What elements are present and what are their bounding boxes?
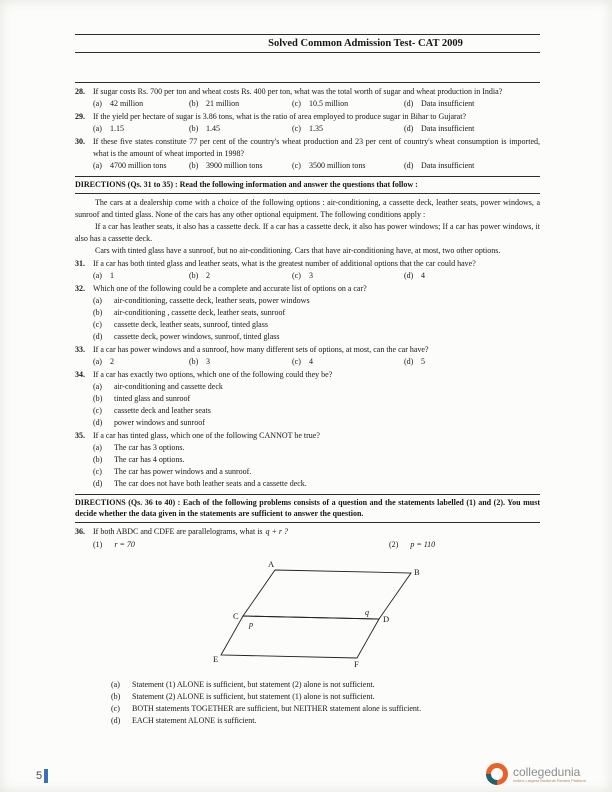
question-text-plain: If both ABDC and CDFE are parallelograms, what is	[93, 526, 263, 536]
directions-paragraph: The cars at a dealership come with a choice of the following options : air-conditioning, a cassette deck, leather seats, power windows, a sunroof and tinted glass. None of the cars has any other optional equipment. The following conditions apply :	[75, 197, 540, 219]
statement-label: (1)	[93, 539, 103, 549]
option-label: (c)	[93, 319, 102, 329]
option-label: (d)	[404, 161, 414, 170]
statement-text: p = 110	[410, 539, 436, 549]
option-text: Statement (1) ALONE is sufficient, but statement (2) alone is not sufficient.	[132, 679, 375, 689]
option-label: (c)	[93, 405, 102, 415]
directions-header-31-35: DIRECTIONS (Qs. 31 to 35) : Read the following information and answer the questions that follow :	[75, 176, 540, 194]
option-text: 1	[110, 270, 114, 280]
option-text: 3	[309, 270, 313, 280]
option-text: cassette deck, leather seats, sunroof, tinted glass	[114, 319, 268, 329]
diagram-label-D: D	[383, 613, 390, 624]
logo-tagline: India's Largest Students Review Platform	[512, 777, 586, 783]
option-text: air-conditioning, cassette deck, leather seats, power windows	[114, 295, 310, 305]
option-text: Statement (2) ALONE is sufficient, but statement (1) alone is not sufficient.	[132, 691, 375, 701]
option-label: (a)	[93, 356, 102, 366]
page-header	[75, 34, 540, 53]
option-text: air-conditioning , cassette deck, leather seats, sunroof	[114, 307, 286, 317]
statement-text: r = 70	[114, 539, 135, 549]
option-a	[93, 356, 189, 368]
logo-text-wrap	[513, 766, 586, 783]
question-text: If the yield per hectare of sugar is 3.86 tons, what is the ratio of area employed to produce sugar in Bihar to Gujarat?	[93, 112, 466, 121]
option-label: (c)	[111, 703, 120, 713]
page-number-accent-bar	[44, 769, 48, 783]
option-text: tinted glass and sunroof	[114, 393, 191, 403]
logo-text: collegedunia	[512, 764, 581, 779]
directions-paragraph: If a car has leather seats, it also has a cassette deck. If a car has a cassette deck, it also has power windows; If a car has power windows, it also has a cassette deck.	[75, 221, 540, 243]
question-28	[75, 86, 540, 98]
question-text: If a car has power windows and a sunroof, how many different sets of options, at most, can the car have?	[93, 344, 429, 354]
diagram-label-q: q	[365, 607, 369, 617]
option-a	[93, 270, 189, 282]
option-text: 1.15	[110, 124, 124, 133]
option-text: air-conditioning and cassette deck	[114, 381, 223, 391]
page-number: 5	[36, 770, 43, 782]
option-label: (a)	[93, 442, 102, 452]
option-c	[292, 270, 404, 282]
option-label: (d)	[404, 356, 414, 366]
option-label: (b)	[189, 99, 199, 108]
question-35-options	[75, 442, 540, 490]
option-a	[75, 442, 540, 454]
option-text: The car has 4 options.	[114, 454, 185, 464]
option-label: (d)	[111, 715, 121, 725]
diagram-label-B: B	[414, 566, 420, 577]
option-label: (b)	[111, 691, 121, 701]
question-number: 29.	[75, 112, 85, 121]
diagram-label-C: C	[233, 610, 239, 621]
option-label: (d)	[404, 270, 414, 280]
question-number: 33.	[75, 344, 85, 354]
option-label: (d)	[404, 124, 414, 133]
option-label: (c)	[292, 124, 301, 133]
option-label: (d)	[93, 331, 103, 341]
collegedunia-logo	[485, 762, 586, 786]
directions-header-36-40: DIRECTIONS (Qs. 36 to 40) : Each of the following problems consists of a question and the statements labelled (1) and (2). You must decide whether the data given in the statements are sufficient to answer the question.	[75, 494, 540, 523]
question-33	[75, 344, 540, 356]
option-text: 3	[206, 356, 210, 366]
question-number: 28.	[75, 87, 85, 96]
option-a	[93, 123, 189, 135]
option-text: 3900 million tons	[206, 161, 263, 170]
question-31-options	[75, 270, 540, 282]
option-text: 2	[110, 356, 114, 366]
question-32	[75, 283, 540, 295]
option-label: (c)	[292, 270, 301, 280]
option-b	[75, 393, 540, 405]
diagram-label-p: p	[249, 619, 253, 629]
option-text: Data insufficient	[421, 99, 475, 108]
question-number: 34.	[75, 369, 85, 379]
option-text: 21 million	[206, 99, 240, 108]
option-b	[189, 356, 292, 368]
diagram-svg	[213, 558, 443, 670]
question-35	[75, 430, 540, 442]
option-c	[292, 160, 404, 172]
option-text: 1.35	[309, 124, 323, 133]
question-number: 30.	[75, 137, 85, 146]
option-b	[75, 691, 540, 703]
question-number: 35.	[75, 430, 85, 440]
option-c	[75, 405, 540, 417]
question-text	[93, 526, 540, 538]
option-label: (c)	[93, 466, 102, 476]
option-a	[75, 679, 540, 691]
option-text: 42 million	[110, 99, 144, 108]
statement-2	[389, 539, 435, 551]
option-text: 1.45	[206, 124, 220, 133]
option-c	[292, 98, 404, 110]
option-text: 3500 million tons	[309, 161, 366, 170]
option-b	[189, 160, 292, 172]
option-label: (b)	[189, 270, 199, 280]
option-text: The car does not have both leather seats and a cassette deck.	[114, 478, 307, 488]
question-text: If a car has tinted glass, which one of the following CANNOT be true?	[93, 430, 320, 440]
option-text: BOTH statements TOGETHER are sufficient, but NEITHER statement alone is sufficient.	[132, 703, 422, 713]
option-text: cassette deck, power windows, sunroof, tinted glass	[114, 331, 280, 341]
question-34-options	[75, 381, 540, 429]
option-label: (a)	[93, 295, 102, 305]
option-text: 10.5 million	[309, 99, 349, 108]
option-text: Data insufficient	[421, 161, 475, 170]
option-a	[93, 98, 189, 110]
option-label: (c)	[292, 99, 301, 108]
option-label: (b)	[93, 454, 103, 464]
question-28-options	[75, 98, 540, 110]
option-text: power windows and sunroof	[114, 417, 205, 427]
question-32-options	[75, 295, 540, 343]
page-content	[75, 82, 540, 727]
option-b	[189, 98, 292, 110]
option-label: (b)	[189, 124, 199, 133]
diagram-label-F: F	[354, 658, 359, 669]
question-number: 31.	[75, 258, 85, 268]
option-text: 4700 million tons	[110, 161, 167, 170]
question-text: If a car has both tinted glass and leather seats, what is the greatest number of additional options that the car could have?	[93, 258, 476, 268]
collegedunia-logo-icon	[485, 762, 509, 786]
option-label: (a)	[93, 381, 102, 391]
question-text: If a car has exactly two options, which one of the following could they be?	[93, 369, 333, 379]
statement-label: (2)	[389, 539, 399, 549]
option-label: (b)	[189, 356, 199, 366]
question-36	[75, 526, 540, 538]
question-31	[75, 258, 540, 270]
header-bottom-rule	[75, 52, 540, 53]
option-label: (a)	[93, 124, 102, 133]
option-text: The car has power windows and a sunroof.	[114, 466, 252, 476]
option-label: (a)	[111, 679, 120, 689]
question-number: 36.	[75, 526, 85, 536]
question-text: If sugar costs Rs. 700 per ton and wheat costs Rs. 400 per ton, what was the total worth of sugar and wheat production in India?	[93, 87, 503, 96]
question-text-math: q + r ?	[265, 526, 289, 536]
question-36-options	[75, 679, 540, 727]
diagram-label-E: E	[213, 653, 219, 664]
diagram-label-A: A	[268, 558, 275, 569]
option-c	[292, 123, 404, 135]
option-text: 4	[421, 270, 425, 280]
option-label: (b)	[93, 393, 103, 403]
option-c	[75, 703, 540, 715]
option-a	[75, 295, 540, 307]
option-text: Data insufficient	[421, 124, 475, 133]
option-label: (c)	[292, 356, 301, 366]
question-number: 32.	[75, 283, 85, 293]
question-36-statements	[75, 539, 540, 551]
option-c	[75, 466, 540, 478]
option-label: (d)	[93, 417, 103, 427]
page-number-marker	[36, 769, 48, 783]
option-d	[404, 270, 540, 282]
question-30	[75, 136, 540, 160]
content-top-rule	[75, 82, 540, 83]
option-text: 2	[206, 270, 210, 280]
option-label: (d)	[404, 99, 414, 108]
option-label: (b)	[189, 161, 199, 170]
option-d	[75, 331, 540, 343]
question-29-options	[75, 123, 540, 135]
option-d	[75, 715, 540, 727]
directions-paragraph: Cars with tinted glass have a sunroof, but no air-conditioning. Cars that have air-conditioning have, at most, two other options.	[95, 245, 501, 255]
question-text: Which one of the following could be a complete and accurate list of options on a car?	[93, 283, 367, 293]
option-b	[189, 123, 292, 135]
option-b	[75, 454, 540, 466]
page-title: Solved Common Admission Test- CAT 2009	[268, 38, 463, 49]
parallelogram-diagram	[213, 558, 443, 675]
option-a	[93, 160, 189, 172]
option-text: 4	[309, 356, 313, 366]
statement-1	[93, 539, 389, 551]
option-d	[404, 356, 540, 368]
question-34	[75, 369, 540, 381]
option-d	[404, 98, 540, 110]
option-label: (b)	[93, 307, 103, 317]
option-label: (a)	[93, 161, 102, 170]
option-a	[75, 381, 540, 393]
question-29	[75, 111, 540, 123]
option-label: (a)	[93, 99, 102, 108]
option-label: (a)	[93, 270, 102, 280]
option-d	[75, 417, 540, 429]
option-label: (c)	[292, 161, 301, 170]
option-text: cassette deck and leather seats	[114, 405, 211, 415]
option-b	[75, 307, 540, 319]
option-text: The car has 3 options.	[114, 442, 185, 452]
option-label: (d)	[93, 478, 103, 488]
question-text: If these five states constitute 77 per cent of the country's wheat production and 23 per cent of country's wheat consumption is imported, what is the amount of wheat imported in 1998?	[93, 137, 540, 158]
question-30-options	[75, 160, 540, 172]
option-d	[404, 160, 540, 172]
option-d	[75, 478, 540, 490]
option-d	[404, 123, 540, 135]
question-33-options	[75, 356, 540, 368]
option-c	[292, 356, 404, 368]
option-text: 5	[421, 356, 425, 366]
option-text: EACH statement ALONE is sufficient.	[132, 715, 257, 725]
option-c	[75, 319, 540, 331]
option-b	[189, 270, 292, 282]
